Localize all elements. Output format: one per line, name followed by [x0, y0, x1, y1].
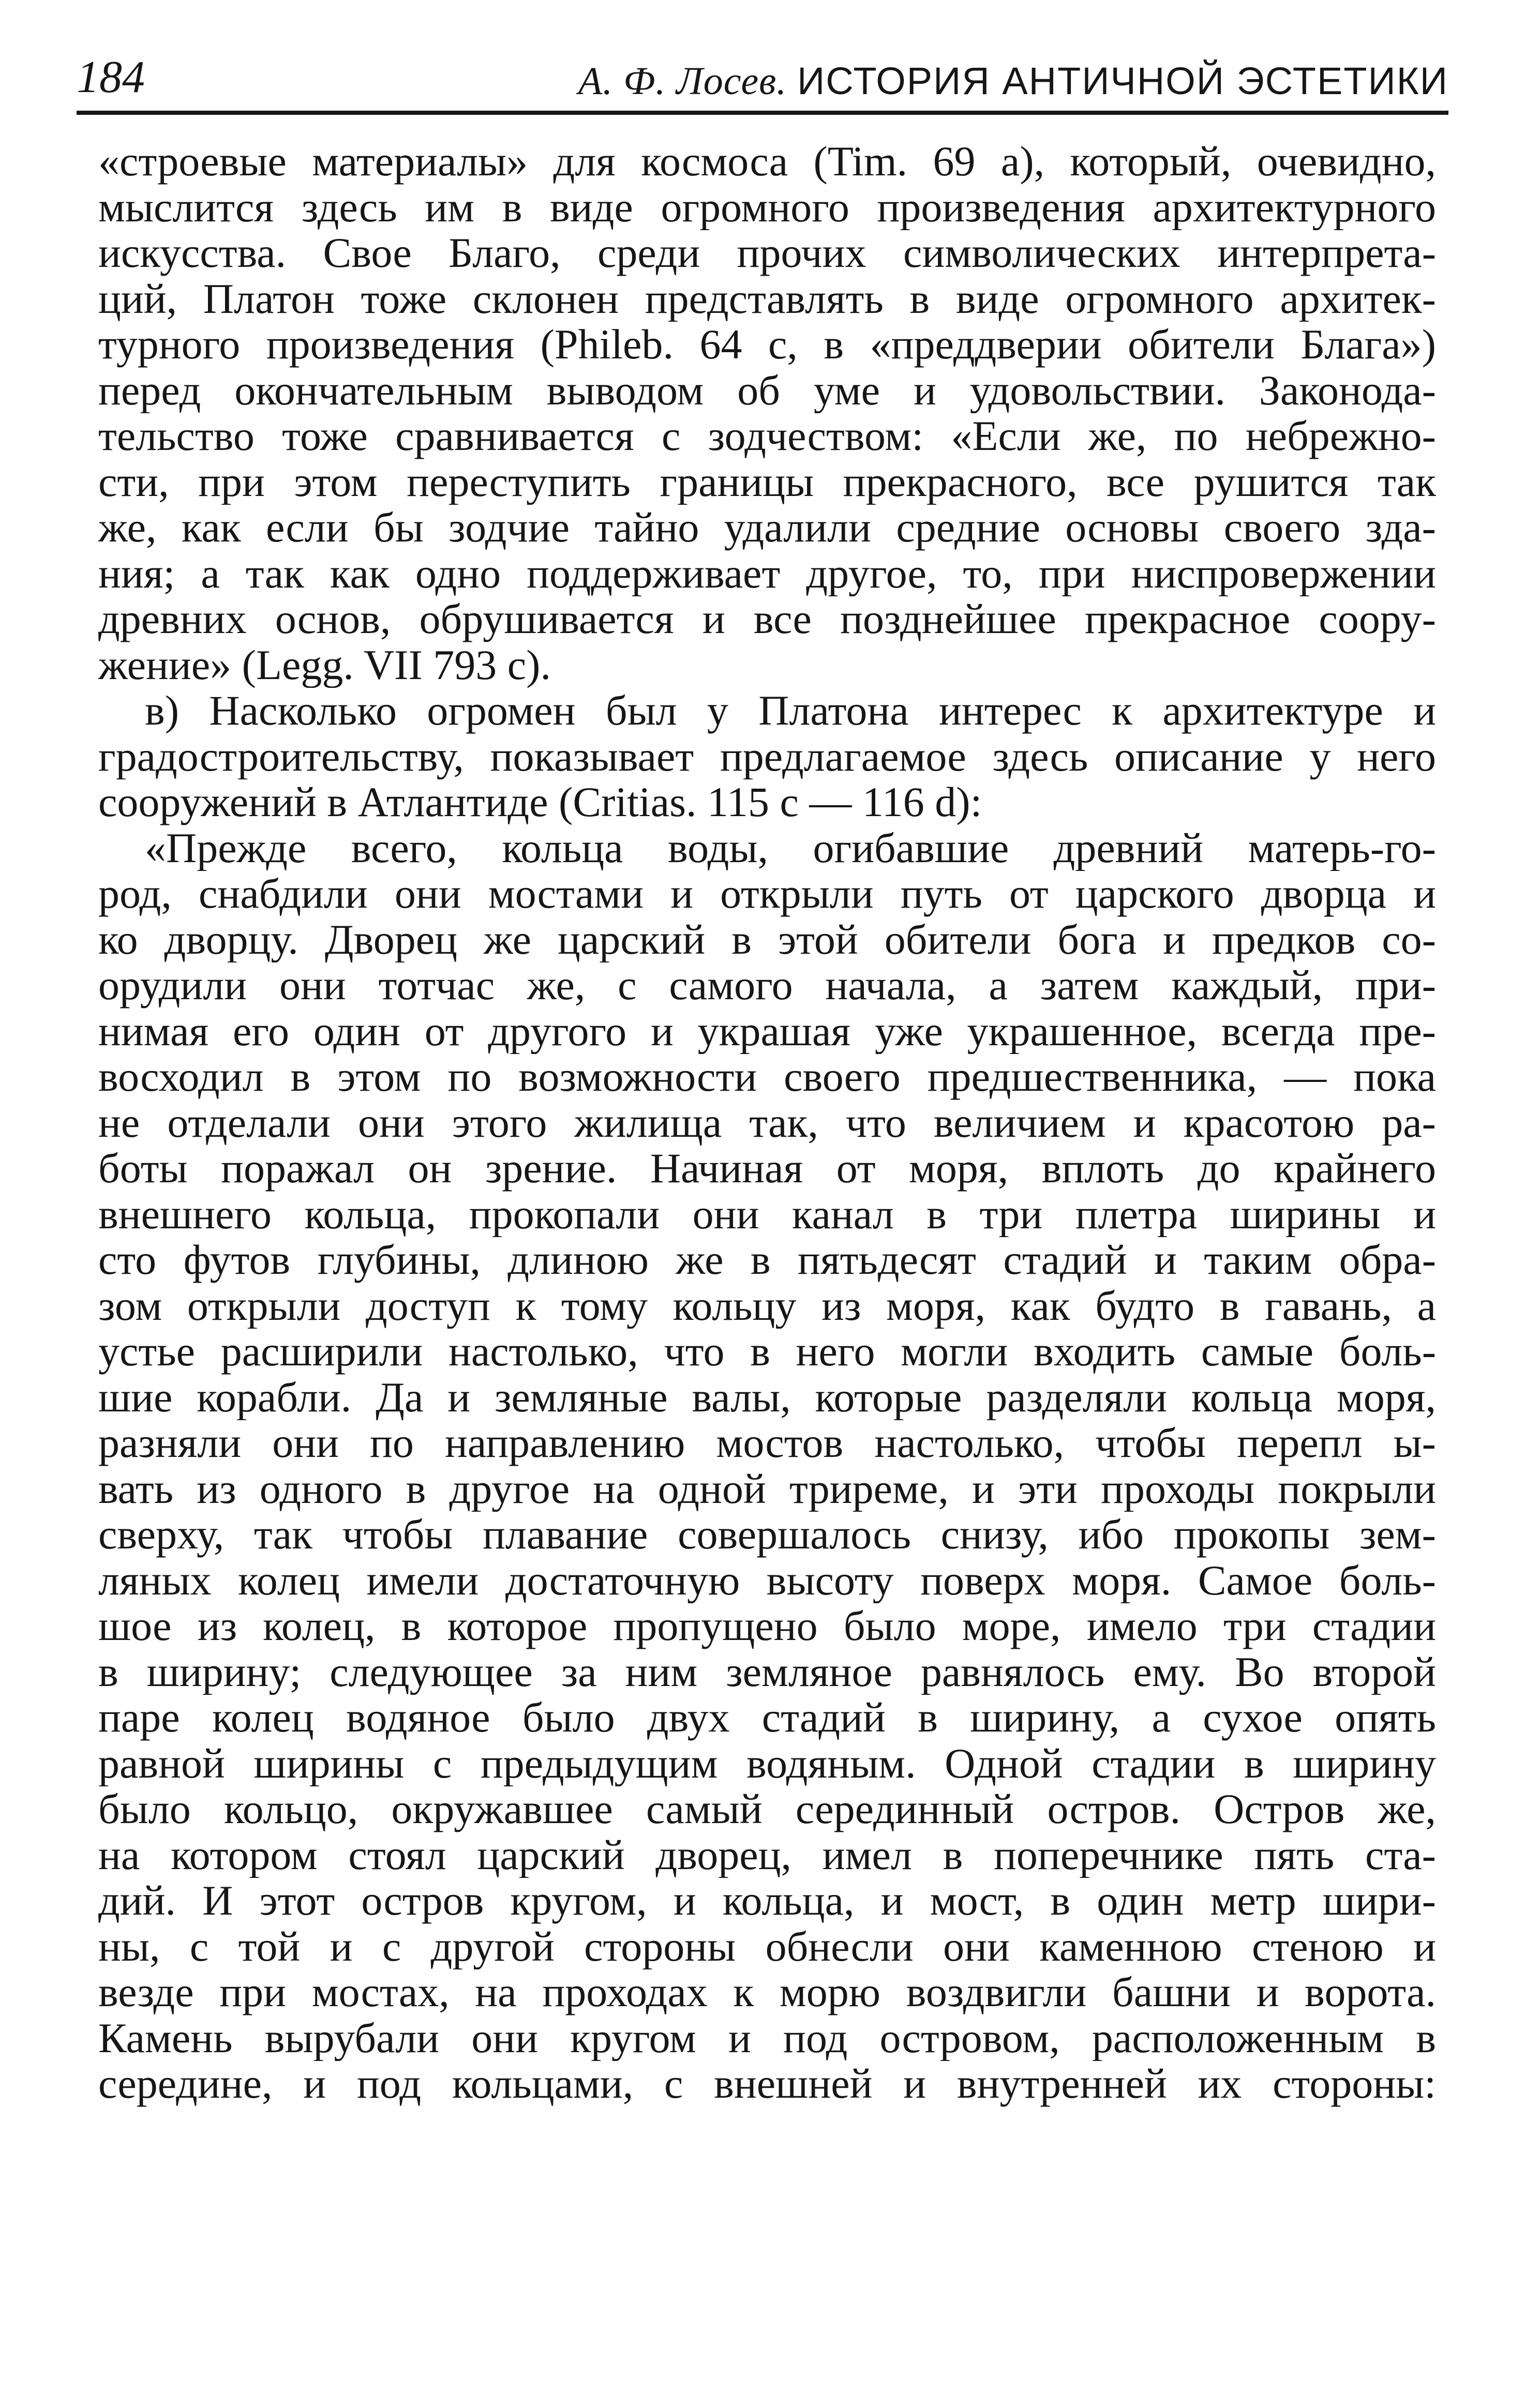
text-line: зом открыли доступ к тому кольцу из моря, как будто в гавань, а	[98, 1283, 1436, 1329]
text-line: же, как если бы зодчие тайно удалили средние основы своего зда-	[98, 505, 1436, 551]
text-line: сверху, так чтобы плавание совершалось снизу, ибо прокопы зем-	[98, 1512, 1436, 1558]
text-line: орудили они тотчас же, с самого начала, а затем каждый, при-	[98, 962, 1436, 1009]
text-line: паре колец водяное было двух стадий в ширину, а сухое опять	[98, 1695, 1436, 1741]
text-line: «строевые материалы» для космоса (Tim. 69 a), который, очевидно,	[98, 139, 1436, 185]
text-line: жение» (Legg. VII 793 c).	[98, 642, 551, 688]
text-line: шое из колец, в которое пропущено было море, имело три стадии	[98, 1603, 1436, 1649]
text-line: было кольцо, окружавшее самый серединный остров. Остров же,	[98, 1786, 1436, 1832]
text-line: Камень вырубали они кругом и под островом, расположенным в	[98, 2015, 1436, 2061]
text-line: дий. И этот остров кругом, и кольца, и мост, в один метр шири-	[98, 1878, 1436, 1924]
text-line: перед окончательным выводом об уме и удовольствии. Законода-	[98, 367, 1436, 413]
text-line: сооружений в Атлантиде (Critias. 115 c — 116 d):	[98, 779, 982, 825]
text-line: тельство тоже сравнивается с зодчеством: «Если же, по небрежно-	[98, 413, 1436, 459]
author-name: А. Ф. Лосев.	[578, 59, 787, 103]
header-rule	[77, 111, 1448, 115]
running-head	[77, 42, 1448, 110]
text-line: ций, Платон тоже склонен представлять в виде огромного архитек-	[98, 276, 1436, 322]
text-line: сти, при этом переступить границы прекрасного, все рушится так	[98, 459, 1436, 505]
text-line: «Прежде всего, кольца воды, огибавшие древний матерь-го-	[145, 825, 1436, 871]
text-line: мыслится здесь им в виде огромного произведения архитектурного	[98, 184, 1436, 230]
text-line: ляных колец имели достаточную высоту поверх моря. Самое боль-	[98, 1557, 1436, 1603]
text-line: нимая его один от другого и украшая уже украшенное, всегда пре-	[98, 1008, 1436, 1054]
text-line: ния; а так как одно поддерживает другое, то, при ниспровержении	[98, 550, 1436, 596]
text-line: ко дворцу. Дворец же царский в этой обители бога и предков со-	[98, 916, 1436, 962]
text-line: восходил в этом по возможности своего предшественника, — пока	[98, 1054, 1436, 1100]
text-line: древних основ, обрушивается и все позднейшее прекрасное соору-	[98, 596, 1436, 642]
text-line: вать из одного в другое на одной триреме, и эти проходы покрыли	[98, 1466, 1436, 1512]
text-line: середине, и под кольцами, с внешней и внутренней их стороны:	[98, 2061, 1436, 2107]
text-line: искусства. Свое Благо, среди прочих символических интерпрета-	[98, 230, 1436, 276]
text-line: не отделали они этого жилища так, что величием и красотою ра-	[98, 1100, 1436, 1146]
running-title	[578, 58, 1448, 104]
text-line: везде при мостах, на проходах к морю воздвигли башни и ворота.	[98, 1969, 1436, 2015]
text-line: внешнего кольца, прокопали они канал в три плетра ширины и	[98, 1191, 1436, 1237]
text-line: род, снабдили они мостами и открыли путь от царского дворца и	[98, 871, 1436, 917]
text-line: сто футов глубины, длиною же в пятьдесят стадий и таким обра-	[98, 1237, 1436, 1283]
text-line: равной ширины с предыдущим водяным. Одной стадии в ширину	[98, 1740, 1436, 1786]
text-line: в) Насколько огромен был у Платона интерес к архитектуре и	[145, 688, 1436, 734]
text-line: градостроительству, показывает предлагаемое здесь описание у него	[98, 733, 1436, 779]
page-number: 184	[77, 52, 145, 102]
text-line: боты поражал он зрение. Начиная от моря, вплоть до крайнего	[98, 1146, 1436, 1192]
text-line: разняли они по направлению мостов настолько, чтобы перепл ы-	[98, 1420, 1436, 1466]
text-line: на котором стоял царский дворец, имел в поперечнике пять ста-	[98, 1832, 1436, 1878]
text-line: турного произведения (Phileb. 64 c, в «преддверии обители Блага»)	[98, 322, 1436, 368]
text-line: в ширину; следующее за ним земляное равнялось ему. Во второй	[98, 1649, 1436, 1695]
text-line: устье расширили настолько, что в него могли входить самые боль-	[98, 1329, 1436, 1375]
text-line: шие корабли. Да и земляные валы, которые разделяли кольца моря,	[98, 1374, 1436, 1420]
body-text	[98, 139, 1436, 2107]
text-line: ны, с той и с другой стороны обнесли они каменною стеною и	[98, 1923, 1436, 1969]
book-title: ИСТОРИЯ АНТИЧНОЙ ЭСТЕТИКИ	[797, 59, 1448, 102]
